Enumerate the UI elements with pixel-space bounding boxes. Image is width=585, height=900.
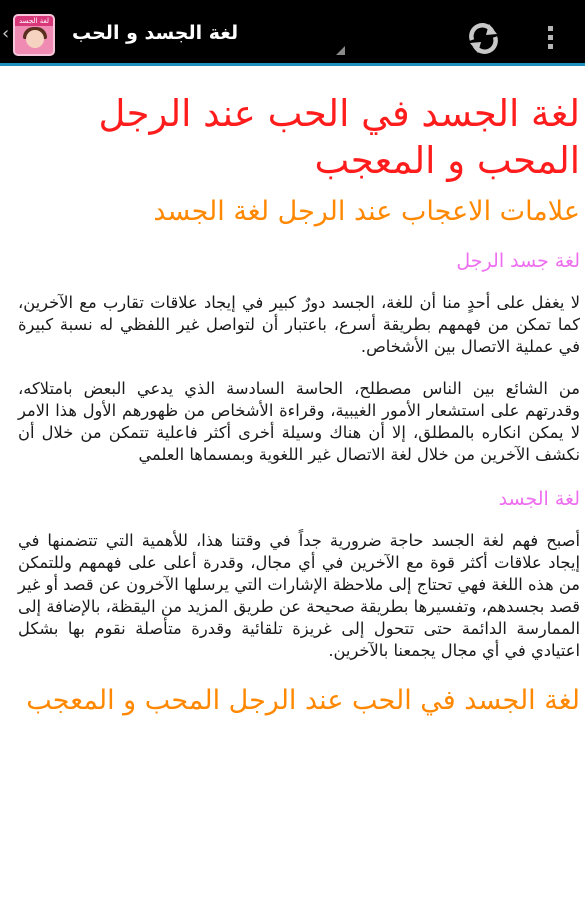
article-paragraph: لا يغفل على أحدٍ منا أن للغة، الجسد دورٌ كبير في إيجاد علاقات تقارب مع الآخرين، كما تمكن من فهمهم بطريقة أسرع، باعتبار أن لتواصل غير اللفظي له نسبة كبيرة في عملية الاتصال بين الأشخاص. (18, 293, 580, 356)
up-caret-icon[interactable]: ‹ (2, 23, 10, 44)
subsection-heading: لغة جسد الرجل (456, 250, 580, 272)
action-bar (0, 0, 585, 66)
overflow-dot-icon (548, 26, 553, 31)
app-title: لغة الجسد و الحب (72, 22, 239, 44)
overflow-menu-button[interactable] (536, 18, 566, 58)
section-heading: لغة الجسد في الحب عند الرجل المحب و المعجب (26, 685, 580, 716)
app-icon-label: لغة الجسد (15, 16, 53, 26)
refresh-icon (462, 18, 506, 58)
refresh-button[interactable] (462, 18, 506, 58)
article-paragraph: أصبح فهم لغة الجسد حاجة ضرورية جداً في وقتنا هذا، للأهمية التي تتضمنها في إيجاد علاقات أكثر قوة مع الآخرين في أي مجال، وقدرة أعلى على فهمهم وللتمكن من هذه اللغة فهي تحتاج إلى ملاحظة الإشارات التي يرسلها الآخرون عن قصد أو غير قصد بجسدهم، وتفسيرها بطريقة صحيحة عن طريق المزيد من اليقظة، بالإضافة إلى الممارسة الدائمة حتى تتحول إلى غريزة تلقائية وقدرة متأصلة نقوم بها بشكل اعتيادي في أي مجال يجمعنا بالآخرين. (18, 531, 580, 660)
overflow-dot-icon (548, 35, 553, 40)
section-heading: علامات الاعجاب عند الرجل لغة الجسد (153, 196, 580, 227)
article-content (18, 90, 580, 720)
subsection-heading: لغة الجسد (498, 488, 580, 510)
overflow-dot-icon (548, 44, 553, 49)
article-title: لغة الجسد في الحب عند الرجل المحب و المعجب (98, 92, 580, 182)
app-icon-face (26, 30, 44, 48)
article-paragraph: من الشائع بين الناس مصطلح، الحاسة السادسة الذي يدعي البعض بامتلاكه، وقدرتهم على استشعار الأمور الغيبية، وقراءة الأشخاص من ظهورهم الأول هذا الامر لا يمكن انكاره بالمطلق، إلا أن هناك وسيلة أخرى أكثر فاعلية تتمكن من خلال أن نكشف الآخرين من خلال لغة الاتصال غير اللغوية وبمسماها العلمي (18, 379, 580, 464)
spinner-triangle-icon[interactable] (336, 46, 345, 55)
app-icon[interactable] (13, 14, 55, 56)
